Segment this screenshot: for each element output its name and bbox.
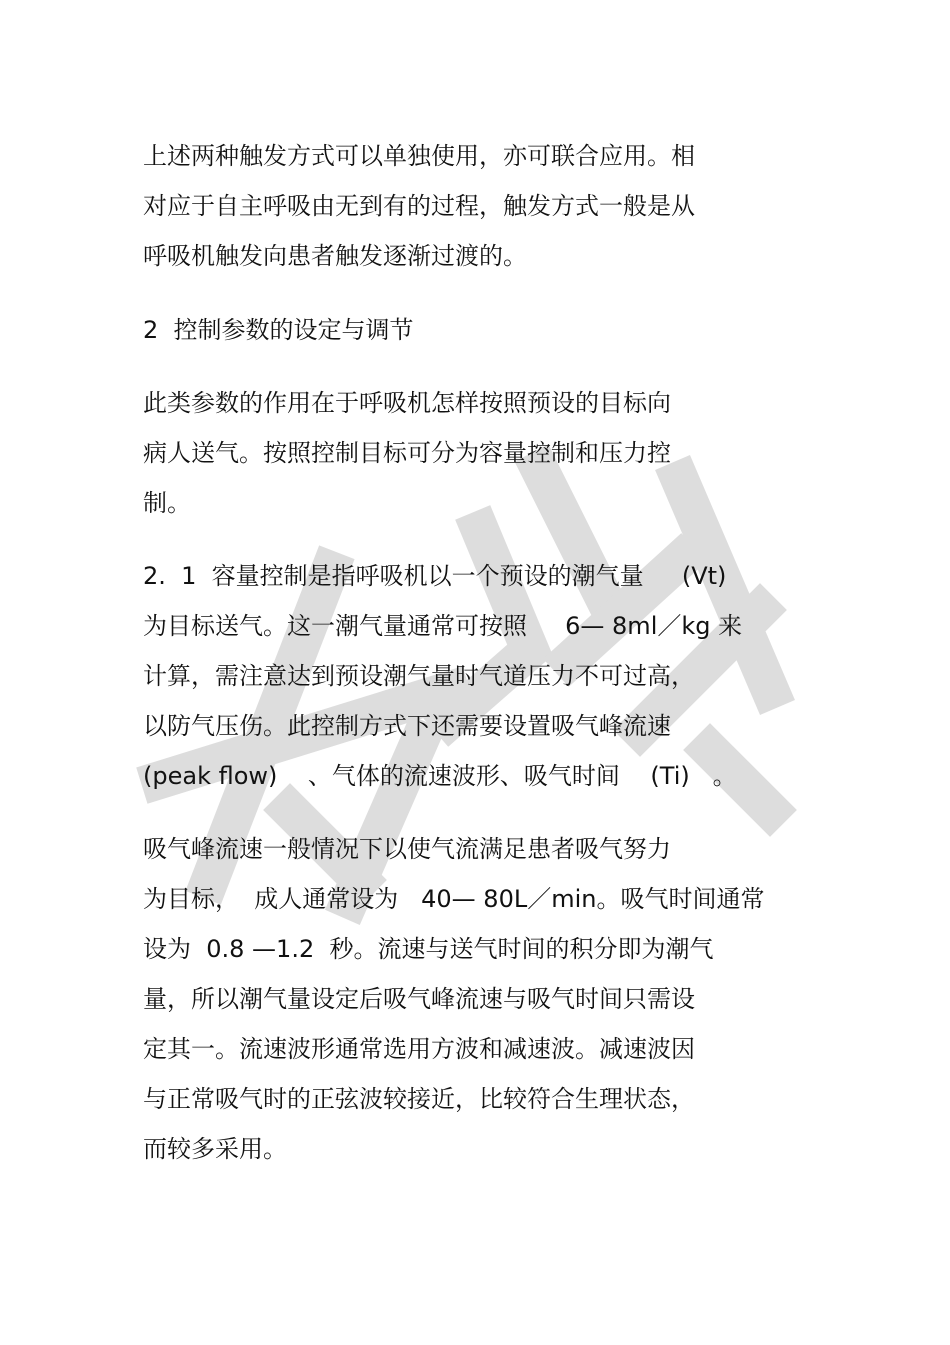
paragraph-3-line-5: (peak flow) 、气体的流速波形、吸气时间 (Ti) 。 — [143, 762, 737, 790]
paragraph-2-line-1: 此类参数的作用在于呼吸机怎样按照预设的目标向 — [143, 389, 671, 417]
paragraph-3-line-4: 以防气压伤。此控制方式下还需要设置吸气峰流速 — [143, 712, 671, 740]
paragraph-2-line-3: 制。 — [143, 489, 191, 517]
paragraph-4-line-3: 设为 0.8 —1.2 秒。流速与送气时间的积分即为潮气 — [143, 935, 714, 963]
paragraph-4-line-4: 量，所以潮气量设定后吸气峰流速与吸气时间只需设 — [143, 985, 695, 1013]
paragraph-3-line-1: 2. 1 容量控制是指呼吸机以一个预设的潮气量 (Vt) — [143, 562, 727, 590]
paragraph-2-line-2: 病人送气。按照控制目标可分为容量控制和压力控 — [143, 439, 671, 467]
paragraph-4-line-6: 与正常吸气时的正弦波较接近，比较符合生理状态， — [143, 1085, 695, 1113]
paragraph-4-line-7: 而较多采用。 — [143, 1135, 287, 1163]
paragraph-1-line-1: 上述两种触发方式可以单独使用，亦可联合应用。相 — [143, 142, 695, 170]
paragraph-1-line-3: 呼吸机触发向患者触发逐渐过渡的。 — [143, 242, 527, 270]
paragraph-3-line-3: 计算，需注意达到预设潮气量时气道压力不可过高， — [143, 662, 695, 690]
paragraph-4-line-2: 为目标， 成人通常设为 40— 80L／min。吸气时间通常 — [143, 885, 765, 913]
paragraph-4-line-1: 吸气峰流速一般情况下以使气流满足患者吸气努力 — [143, 835, 671, 863]
section-heading: 2 控制参数的设定与调节 — [143, 316, 414, 344]
paragraph-4-line-5: 定其一。流速波形通常选用方波和减速波。减速波因 — [143, 1035, 695, 1063]
paragraph-1-line-2: 对应于自主呼吸由无到有的过程，触发方式一般是从 — [143, 192, 695, 220]
paragraph-3-line-2: 为目标送气。这一潮气量通常可按照 6— 8ml／kg 来 — [143, 612, 743, 640]
